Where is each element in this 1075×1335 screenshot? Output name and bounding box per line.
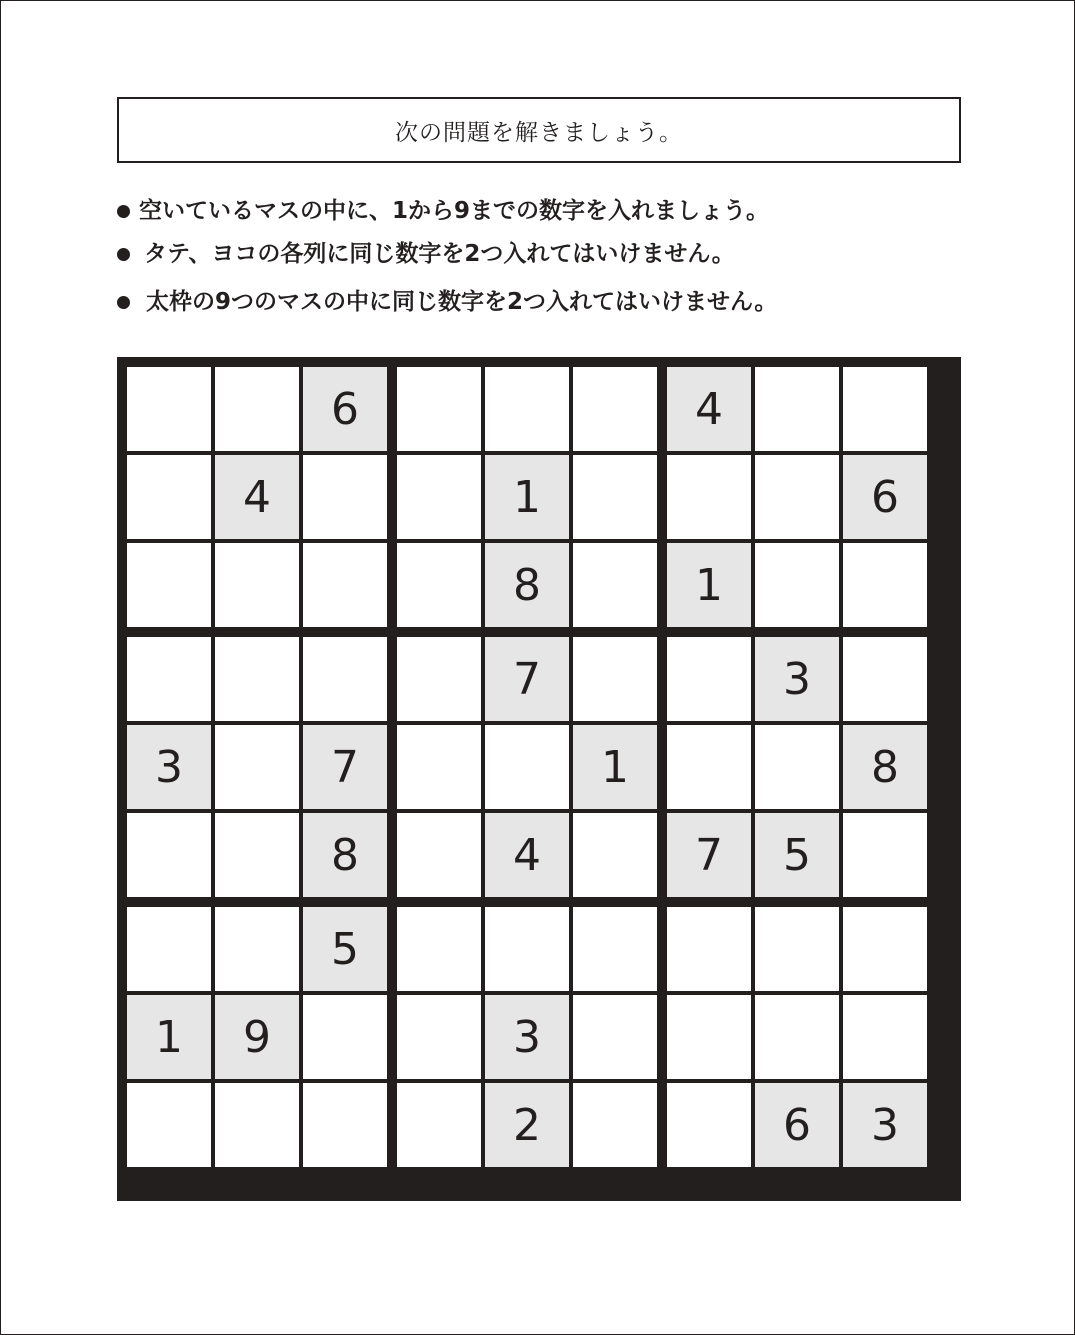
rule-text: 太枠の9つのマスの中に同じ数字を2つ入れてはいけません。: [146, 289, 778, 315]
empty-cell[interactable]: [397, 725, 481, 809]
empty-cell[interactable]: [573, 637, 657, 721]
empty-cell[interactable]: [303, 1083, 387, 1167]
empty-cell[interactable]: [485, 367, 569, 451]
empty-cell[interactable]: [485, 907, 569, 991]
given-cell: 8: [843, 725, 927, 809]
given-cell: 6: [843, 455, 927, 539]
empty-cell[interactable]: [843, 995, 927, 1079]
given-cell: 6: [303, 367, 387, 451]
empty-cell[interactable]: [755, 367, 839, 451]
empty-cell[interactable]: [485, 725, 569, 809]
rule-item: [117, 196, 769, 226]
empty-cell[interactable]: [215, 637, 299, 721]
empty-cell[interactable]: [573, 543, 657, 627]
empty-cell[interactable]: [127, 637, 211, 721]
given-cell: 7: [303, 725, 387, 809]
given-cell: 5: [303, 907, 387, 991]
given-cell: 3: [485, 995, 569, 1079]
empty-cell[interactable]: [667, 637, 751, 721]
empty-cell[interactable]: [573, 367, 657, 451]
empty-cell[interactable]: [755, 725, 839, 809]
empty-cell[interactable]: [303, 543, 387, 627]
empty-cell[interactable]: [397, 813, 481, 897]
empty-cell[interactable]: [127, 1083, 211, 1167]
empty-cell[interactable]: [397, 543, 481, 627]
empty-cell[interactable]: [573, 813, 657, 897]
bullet-icon: [117, 205, 130, 218]
empty-cell[interactable]: [573, 1083, 657, 1167]
empty-cell[interactable]: [667, 907, 751, 991]
given-cell: 3: [127, 725, 211, 809]
empty-cell[interactable]: [215, 813, 299, 897]
given-cell: 3: [755, 637, 839, 721]
empty-cell[interactable]: [573, 455, 657, 539]
empty-cell[interactable]: [755, 995, 839, 1079]
empty-cell[interactable]: [667, 725, 751, 809]
empty-cell[interactable]: [843, 543, 927, 627]
empty-cell[interactable]: [755, 907, 839, 991]
empty-cell[interactable]: [127, 367, 211, 451]
empty-cell[interactable]: [667, 995, 751, 1079]
empty-cell[interactable]: [303, 455, 387, 539]
empty-cell[interactable]: [397, 455, 481, 539]
empty-cell[interactable]: [843, 813, 927, 897]
empty-cell[interactable]: [755, 543, 839, 627]
rule-item: [117, 239, 735, 269]
rule-item: [117, 287, 777, 317]
given-cell: 3: [843, 1083, 927, 1167]
empty-cell[interactable]: [127, 813, 211, 897]
given-cell: 7: [485, 637, 569, 721]
empty-cell[interactable]: [573, 995, 657, 1079]
given-cell: 5: [755, 813, 839, 897]
empty-cell[interactable]: [215, 367, 299, 451]
empty-cell[interactable]: [667, 1083, 751, 1167]
empty-cell[interactable]: [843, 367, 927, 451]
empty-cell[interactable]: [397, 637, 481, 721]
given-cell: 2: [485, 1083, 569, 1167]
empty-cell[interactable]: [573, 907, 657, 991]
empty-cell[interactable]: [843, 637, 927, 721]
given-cell: 4: [215, 455, 299, 539]
sudoku-board: [117, 357, 961, 1201]
given-cell: 6: [755, 1083, 839, 1167]
instruction-title: [117, 97, 961, 163]
empty-cell[interactable]: [127, 455, 211, 539]
empty-cell[interactable]: [215, 907, 299, 991]
given-cell: 1: [127, 995, 211, 1079]
given-cell: 1: [485, 455, 569, 539]
empty-cell[interactable]: [667, 455, 751, 539]
empty-cell[interactable]: [215, 725, 299, 809]
empty-cell[interactable]: [127, 907, 211, 991]
empty-cell[interactable]: [215, 543, 299, 627]
empty-cell[interactable]: [127, 543, 211, 627]
given-cell: 8: [485, 543, 569, 627]
empty-cell[interactable]: [843, 907, 927, 991]
bullet-icon: [117, 248, 130, 261]
empty-cell[interactable]: [303, 637, 387, 721]
instruction-title-text: 次の問題を解きましょう。: [395, 119, 683, 146]
given-cell: 9: [215, 995, 299, 1079]
rule-text: 空いているマスの中に、1から9までの数字を入れましょう。: [139, 198, 770, 224]
given-cell: 4: [485, 813, 569, 897]
empty-cell[interactable]: [397, 995, 481, 1079]
given-cell: 7: [667, 813, 751, 897]
given-cell: 4: [667, 367, 751, 451]
bullet-icon: [117, 296, 130, 309]
given-cell: 8: [303, 813, 387, 897]
rule-text: タテ、ヨコの各列に同じ数字を2つ入れてはいけません。: [144, 241, 735, 267]
empty-cell[interactable]: [303, 995, 387, 1079]
given-cell: 1: [573, 725, 657, 809]
empty-cell[interactable]: [397, 367, 481, 451]
empty-cell[interactable]: [397, 1083, 481, 1167]
empty-cell[interactable]: [215, 1083, 299, 1167]
empty-cell[interactable]: [397, 907, 481, 991]
given-cell: 1: [667, 543, 751, 627]
empty-cell[interactable]: [755, 455, 839, 539]
